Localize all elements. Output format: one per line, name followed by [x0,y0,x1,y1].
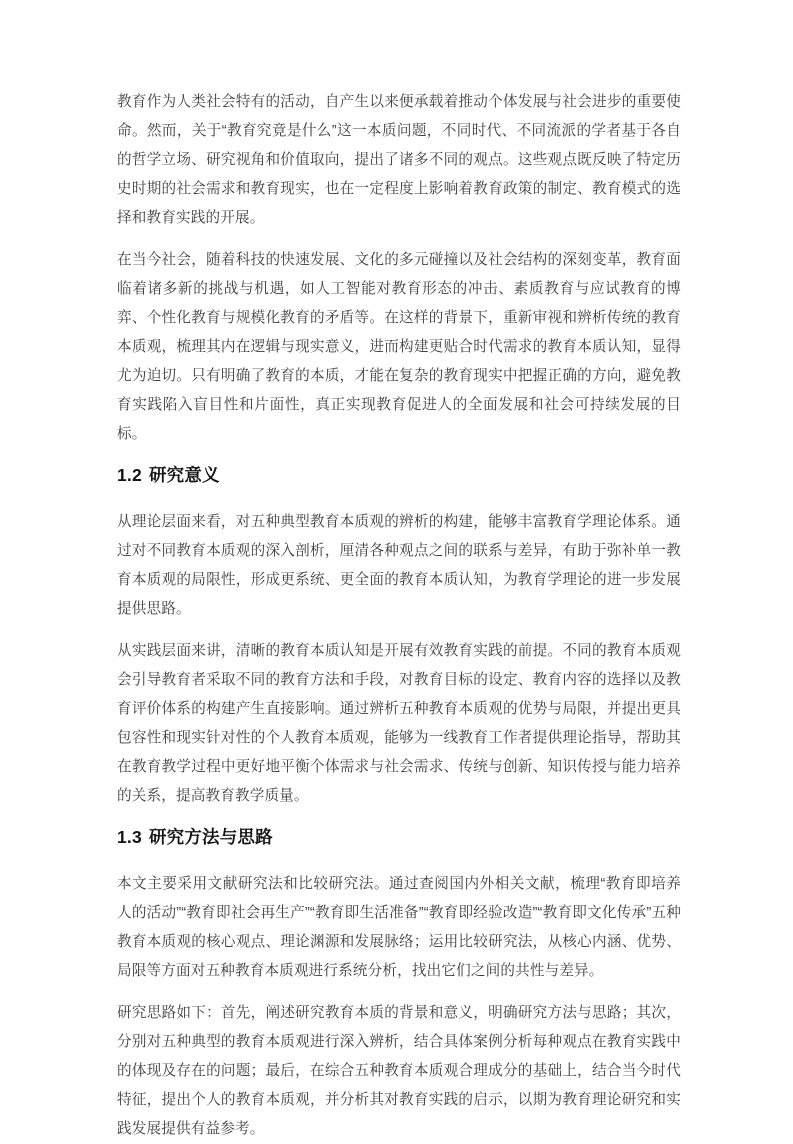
heading-1-3-title: 研究方法与思路 [148,827,273,847]
heading-1-3 [117,824,681,850]
heading-1-2-number: 1.2 [117,465,142,485]
significance-theory-paragraph: 从理论层面来看，对五种典型教育本质观的辨析的构建，能够丰富教育学理论体系。通过对不同教育本质观的深入剖析，厘清各种观点之间的联系与差异，有助于弥补单一教育本质观的局限性，形成更系统、更全面的教育本质认知，为教育学理论的进一步发展提供思路。 [117,514,681,617]
significance-practice-paragraph: 从实践层面来讲，清晰的教育本质认知是开展有效教育实践的前提。不同的教育本质观会引导教育者采取不同的教育方法和手段，对教育目标的设定、教育内容的选择以及教育评价体系的构建产生直接影响。通过辨析五种教育本质观的优势与局限，并提出更具包容性和现实针对性的个人教育本质观，能够为一线教育工作者提供理论指导，帮助其在教育教学过程中更好地平衡个体需求与社会需求、传统与创新、知识传授与能力培养的关系，提高教育教学质量。 [117,643,681,804]
method-paragraph: 本文主要采用文献研究法和比较研究法。通过查阅国内外相关文献，梳理“教育即培养人的活动”“教育即社会再生产”“教育即生活准备”“教育即经验改造”“教育即文化传承”五种教育本质观的核心观点、理论渊源和发展脉络；运用比较研究法，从核心内涵、优势、局限等方面对五种教育本质观进行系统分析，找出它们之间的共性与差异。 [117,876,681,979]
intro-paragraph-2: 在当今社会，随着科技的快速发展、文化的多元碰撞以及社会结构的深刻变革，教育面临着诸多新的挑战与机遇，如人工智能对教育形态的冲击、素质教育与应试教育的博弈、个性化教育与规模化教育的矛盾等。在这样的背景下，重新审视和辨析传统的教育本质观，梳理其内在逻辑与现实意义，进而构建更贴合时代需求的教育本质认知，显得尤为迫切。只有明确了教育的本质，才能在复杂的教育现实中把握正确的方向，避免教育实践陷入盲目性和片面性，真正实现教育促进人的全面发展和社会可持续发展的目标。 [117,252,681,442]
document-body [117,88,681,1144]
research-outline-paragraph: 研究思路如下：首先，阐述研究教育本质的背景和意义，明确研究方法与思路；其次，分别对五种典型的教育本质观进行深入辨析，结合具体案例分析每种观点在教育实践中的体现及存在的问题；最后，在综合五种教育本质观合理成分的基础上，结合当今时代特征，提出个人的教育本质观，并分析其对教育实践的启示，以期为教育理论研究和实践发展提供有益参考。 [117,1005,681,1137]
heading-1-2-title: 研究意义 [148,465,220,485]
heading-1-2 [117,462,681,488]
heading-1-3-number: 1.3 [117,827,142,847]
intro-paragraph-1: 教育作为人类社会特有的活动，自产生以来便承载着推动个体发展与社会进步的重要使命。然而，关于“教育究竟是什么”这一本质问题，不同时代、不同流派的学者基于各自的哲学立场、研究视角和价值取向，提出了诸多不同的观点。这些观点既反映了特定历史时期的社会需求和教育现实，也在一定程度上影响着教育政策的制定、教育模式的选择和教育实践的开展。 [117,94,681,226]
